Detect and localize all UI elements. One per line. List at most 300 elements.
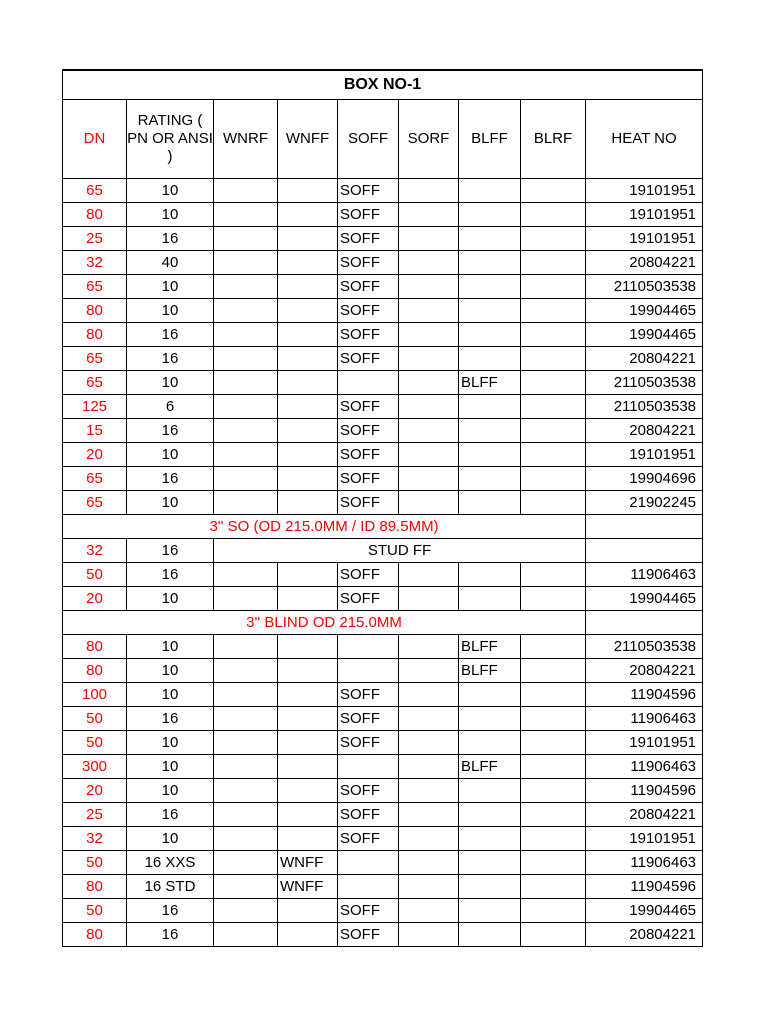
wnff-cell — [278, 587, 338, 611]
blff-cell — [459, 251, 521, 275]
blrf-cell — [521, 227, 586, 251]
heat-no-cell: 11904596 — [586, 683, 703, 707]
rating-cell: 10 — [127, 371, 214, 395]
table-row — [63, 467, 703, 491]
blff-cell: BLFF — [459, 755, 521, 779]
wnff-cell — [278, 371, 338, 395]
wnff-cell — [278, 803, 338, 827]
heat-no-cell: 11906463 — [586, 851, 703, 875]
rating-cell: 10 — [127, 755, 214, 779]
rating-cell: 16 — [127, 419, 214, 443]
wnff-cell — [278, 251, 338, 275]
rating-cell: 6 — [127, 395, 214, 419]
sorf-cell — [399, 563, 459, 587]
sorf-cell — [399, 587, 459, 611]
heat-no-cell: 19101951 — [586, 227, 703, 251]
blrf-cell — [521, 491, 586, 515]
header-dn: DN — [63, 100, 127, 179]
sorf-cell — [399, 419, 459, 443]
blff-cell — [459, 419, 521, 443]
sorf-cell — [399, 371, 459, 395]
sorf-cell — [399, 395, 459, 419]
wnrf-cell — [214, 587, 278, 611]
heat-no-cell: 20804221 — [586, 419, 703, 443]
heat-no-cell: 20804221 — [586, 659, 703, 683]
sorf-cell — [399, 443, 459, 467]
wnrf-cell — [214, 323, 278, 347]
wnff-cell: WNFF — [278, 875, 338, 899]
blff-cell — [459, 467, 521, 491]
blrf-cell — [521, 275, 586, 299]
table-row — [63, 779, 703, 803]
table-row — [63, 659, 703, 683]
soff-cell: SOFF — [338, 563, 399, 587]
table-row — [63, 275, 703, 299]
blff-cell — [459, 491, 521, 515]
sorf-cell — [399, 299, 459, 323]
blrf-cell — [521, 755, 586, 779]
wnrf-cell — [214, 443, 278, 467]
sorf-cell — [399, 491, 459, 515]
soff-cell: SOFF — [338, 779, 399, 803]
blff-cell: BLFF — [459, 635, 521, 659]
wnrf-cell — [214, 635, 278, 659]
blrf-cell — [521, 827, 586, 851]
heat-no-cell: 19904465 — [586, 899, 703, 923]
table-row — [63, 419, 703, 443]
section-row — [63, 515, 703, 539]
heat-no-cell: 11904596 — [586, 779, 703, 803]
table-row — [63, 899, 703, 923]
blrf-cell — [521, 371, 586, 395]
rating-cell: 10 — [127, 179, 214, 203]
table-row — [63, 803, 703, 827]
wnff-cell — [278, 731, 338, 755]
dn-cell: 300 — [63, 755, 127, 779]
sorf-cell — [399, 731, 459, 755]
blrf-cell — [521, 923, 586, 947]
wnrf-cell — [214, 371, 278, 395]
wnff-cell — [278, 779, 338, 803]
rating-cell: 10 — [127, 659, 214, 683]
blff-cell — [459, 875, 521, 899]
header-heat-no: HEAT NO — [586, 100, 703, 179]
blrf-cell — [521, 851, 586, 875]
table-row — [63, 587, 703, 611]
wnrf-cell — [214, 419, 278, 443]
wnff-cell — [278, 299, 338, 323]
sorf-cell — [399, 179, 459, 203]
wnff-cell — [278, 635, 338, 659]
heat-no-cell: 21902245 — [586, 491, 703, 515]
table-row — [63, 731, 703, 755]
title-row — [63, 70, 703, 100]
blff-cell — [459, 683, 521, 707]
wnff-cell — [278, 467, 338, 491]
soff-cell: SOFF — [338, 395, 399, 419]
dn-cell: 100 — [63, 683, 127, 707]
rating-cell: 16 — [127, 227, 214, 251]
section-heat-cell — [586, 515, 703, 539]
header-wnff: WNFF — [278, 100, 338, 179]
dn-cell: 80 — [63, 659, 127, 683]
dn-cell: 20 — [63, 779, 127, 803]
dn-cell: 65 — [63, 491, 127, 515]
blrf-cell — [521, 731, 586, 755]
wnrf-cell — [214, 275, 278, 299]
header-rating: RATING ( PN OR ANSI ) — [127, 100, 214, 179]
soff-cell: SOFF — [338, 299, 399, 323]
rating-cell: 10 — [127, 635, 214, 659]
sorf-cell — [399, 875, 459, 899]
flange-table — [62, 69, 703, 947]
table-row — [63, 299, 703, 323]
heat-no-cell: 19101951 — [586, 731, 703, 755]
blff-cell — [459, 347, 521, 371]
dn-cell: 65 — [63, 179, 127, 203]
soff-cell: SOFF — [338, 443, 399, 467]
blff-cell — [459, 899, 521, 923]
section-row — [63, 611, 703, 635]
dn-cell: 25 — [63, 227, 127, 251]
sorf-cell — [399, 707, 459, 731]
wnrf-cell — [214, 755, 278, 779]
sorf-cell — [399, 275, 459, 299]
sorf-cell — [399, 659, 459, 683]
dn-cell: 20 — [63, 587, 127, 611]
table-row — [63, 851, 703, 875]
soff-cell: SOFF — [338, 419, 399, 443]
blff-cell — [459, 227, 521, 251]
rating-cell: 16 — [127, 347, 214, 371]
rating-cell: 16 STD — [127, 875, 214, 899]
dn-cell: 32 — [63, 827, 127, 851]
blff-cell — [459, 923, 521, 947]
rating-cell: 10 — [127, 827, 214, 851]
soff-cell: SOFF — [338, 491, 399, 515]
sorf-cell — [399, 347, 459, 371]
soff-cell: SOFF — [338, 731, 399, 755]
blrf-cell — [521, 179, 586, 203]
blff-cell — [459, 851, 521, 875]
blrf-cell — [521, 251, 586, 275]
dn-cell: 65 — [63, 467, 127, 491]
wnff-cell — [278, 347, 338, 371]
blrf-cell — [521, 299, 586, 323]
table-row — [63, 683, 703, 707]
table-row — [63, 371, 703, 395]
wnff-cell: WNFF — [278, 851, 338, 875]
heat-no-cell: 11906463 — [586, 707, 703, 731]
rating-cell: 10 — [127, 731, 214, 755]
soff-cell: SOFF — [338, 923, 399, 947]
section-heat-cell — [586, 611, 703, 635]
rating-cell: 16 — [127, 539, 214, 563]
sorf-cell — [399, 323, 459, 347]
table-row — [63, 347, 703, 371]
box-title: BOX NO-1 — [63, 70, 703, 100]
blff-cell — [459, 731, 521, 755]
section-label: 3'' BLIND OD 215.0MM — [63, 611, 586, 635]
sorf-cell — [399, 227, 459, 251]
soff-cell — [338, 371, 399, 395]
blff-cell — [459, 779, 521, 803]
wnff-cell — [278, 419, 338, 443]
wnrf-cell — [214, 227, 278, 251]
soff-cell — [338, 875, 399, 899]
wnff-cell — [278, 923, 338, 947]
rating-cell: 16 — [127, 467, 214, 491]
table-row — [63, 827, 703, 851]
header-blrf: BLRF — [521, 100, 586, 179]
wnrf-cell — [214, 923, 278, 947]
blff-cell — [459, 587, 521, 611]
wnff-cell — [278, 275, 338, 299]
sorf-cell — [399, 923, 459, 947]
sorf-cell — [399, 779, 459, 803]
wnff-cell — [278, 443, 338, 467]
rating-cell: 16 — [127, 707, 214, 731]
blff-cell — [459, 323, 521, 347]
dn-cell: 80 — [63, 635, 127, 659]
blrf-cell — [521, 635, 586, 659]
heat-no-cell: 2110503538 — [586, 275, 703, 299]
dn-cell: 20 — [63, 443, 127, 467]
heat-no-cell: 11906463 — [586, 563, 703, 587]
heat-no-cell: 19904696 — [586, 467, 703, 491]
heat-no-cell: 19101951 — [586, 443, 703, 467]
heat-no-cell: 11906463 — [586, 755, 703, 779]
heat-no-cell: 19904465 — [586, 587, 703, 611]
table-row — [63, 539, 703, 563]
dn-cell: 15 — [63, 419, 127, 443]
rating-cell: 10 — [127, 275, 214, 299]
wnrf-cell — [214, 803, 278, 827]
heat-no-cell: 2110503538 — [586, 371, 703, 395]
soff-cell: SOFF — [338, 203, 399, 227]
heat-no-cell: 2110503538 — [586, 395, 703, 419]
dn-cell: 65 — [63, 347, 127, 371]
blrf-cell — [521, 563, 586, 587]
soff-cell: SOFF — [338, 899, 399, 923]
wnff-cell — [278, 323, 338, 347]
sorf-cell — [399, 755, 459, 779]
wnrf-cell — [214, 491, 278, 515]
stud-cell: STUD FF — [214, 539, 586, 563]
wnrf-cell — [214, 875, 278, 899]
heat-no-cell: 20804221 — [586, 923, 703, 947]
wnff-cell — [278, 899, 338, 923]
blff-cell — [459, 299, 521, 323]
table-row — [63, 251, 703, 275]
table-row — [63, 395, 703, 419]
soff-cell: SOFF — [338, 179, 399, 203]
rating-cell: 10 — [127, 683, 214, 707]
table-row — [63, 707, 703, 731]
dn-cell: 50 — [63, 899, 127, 923]
soff-cell: SOFF — [338, 347, 399, 371]
wnff-cell — [278, 179, 338, 203]
dn-cell: 50 — [63, 707, 127, 731]
table-row — [63, 203, 703, 227]
soff-cell: SOFF — [338, 827, 399, 851]
rating-cell: 10 — [127, 491, 214, 515]
blff-cell — [459, 803, 521, 827]
rating-cell: 16 — [127, 899, 214, 923]
blrf-cell — [521, 659, 586, 683]
heat-no-cell: 19904465 — [586, 323, 703, 347]
rating-cell: 10 — [127, 587, 214, 611]
heat-no-cell: 20804221 — [586, 251, 703, 275]
wnrf-cell — [214, 731, 278, 755]
sorf-cell — [399, 683, 459, 707]
wnrf-cell — [214, 659, 278, 683]
rating-cell: 10 — [127, 203, 214, 227]
sorf-cell — [399, 899, 459, 923]
wnrf-cell — [214, 395, 278, 419]
dn-cell: 50 — [63, 563, 127, 587]
dn-cell: 50 — [63, 851, 127, 875]
wnrf-cell — [214, 251, 278, 275]
wnff-cell — [278, 395, 338, 419]
blff-cell — [459, 707, 521, 731]
dn-cell: 32 — [63, 251, 127, 275]
wnrf-cell — [214, 827, 278, 851]
table-row — [63, 635, 703, 659]
blff-cell — [459, 563, 521, 587]
header-wnrf: WNRF — [214, 100, 278, 179]
rating-cell: 40 — [127, 251, 214, 275]
wnrf-cell — [214, 707, 278, 731]
blrf-cell — [521, 707, 586, 731]
wnff-cell — [278, 827, 338, 851]
blff-cell — [459, 443, 521, 467]
wnrf-cell — [214, 347, 278, 371]
soff-cell: SOFF — [338, 251, 399, 275]
header-sorf: SORF — [399, 100, 459, 179]
blff-cell — [459, 395, 521, 419]
wnff-cell — [278, 659, 338, 683]
dn-cell: 80 — [63, 923, 127, 947]
table-row — [63, 443, 703, 467]
dn-cell: 80 — [63, 323, 127, 347]
sorf-cell — [399, 203, 459, 227]
blrf-cell — [521, 683, 586, 707]
wnff-cell — [278, 491, 338, 515]
rating-cell: 10 — [127, 299, 214, 323]
wnrf-cell — [214, 851, 278, 875]
table-row — [63, 323, 703, 347]
heat-no-cell: 20804221 — [586, 347, 703, 371]
blrf-cell — [521, 467, 586, 491]
rating-cell: 16 — [127, 323, 214, 347]
dn-cell: 50 — [63, 731, 127, 755]
rating-cell: 16 — [127, 563, 214, 587]
dn-cell: 80 — [63, 203, 127, 227]
soff-cell — [338, 851, 399, 875]
wnrf-cell — [214, 203, 278, 227]
table-row — [63, 563, 703, 587]
soff-cell: SOFF — [338, 227, 399, 251]
header-row — [63, 100, 703, 179]
soff-cell — [338, 659, 399, 683]
blff-cell — [459, 827, 521, 851]
sorf-cell — [399, 467, 459, 491]
sorf-cell — [399, 827, 459, 851]
table-row — [63, 875, 703, 899]
dn-cell: 80 — [63, 299, 127, 323]
blrf-cell — [586, 539, 703, 563]
soff-cell — [338, 755, 399, 779]
sorf-cell — [399, 251, 459, 275]
rating-cell: 10 — [127, 779, 214, 803]
heat-no-cell: 19101951 — [586, 827, 703, 851]
wnrf-cell — [214, 467, 278, 491]
sorf-cell — [399, 803, 459, 827]
blrf-cell — [521, 899, 586, 923]
wnrf-cell — [214, 683, 278, 707]
blff-cell: BLFF — [459, 371, 521, 395]
blrf-cell — [521, 203, 586, 227]
blrf-cell — [521, 347, 586, 371]
heat-no-cell: 19904465 — [586, 299, 703, 323]
rating-cell: 10 — [127, 443, 214, 467]
sorf-cell — [399, 851, 459, 875]
soff-cell — [338, 635, 399, 659]
blrf-cell — [521, 323, 586, 347]
blrf-cell — [521, 395, 586, 419]
dn-cell: 80 — [63, 875, 127, 899]
wnrf-cell — [214, 563, 278, 587]
rating-cell: 16 — [127, 803, 214, 827]
dn-cell: 32 — [63, 539, 127, 563]
heat-no-cell: 11904596 — [586, 875, 703, 899]
soff-cell: SOFF — [338, 707, 399, 731]
table-row — [63, 491, 703, 515]
table-row — [63, 227, 703, 251]
blrf-cell — [521, 587, 586, 611]
blff-cell: BLFF — [459, 659, 521, 683]
wnff-cell — [278, 203, 338, 227]
wnff-cell — [278, 563, 338, 587]
blrf-cell — [521, 803, 586, 827]
blrf-cell — [521, 779, 586, 803]
wnrf-cell — [214, 779, 278, 803]
heat-no-cell: 2110503538 — [586, 635, 703, 659]
soff-cell: SOFF — [338, 683, 399, 707]
soff-cell: SOFF — [338, 275, 399, 299]
rating-cell: 16 XXS — [127, 851, 214, 875]
dn-cell: 65 — [63, 371, 127, 395]
soff-cell: SOFF — [338, 467, 399, 491]
wnrf-cell — [214, 899, 278, 923]
dn-cell: 125 — [63, 395, 127, 419]
section-label: 3'' SO (OD 215.0MM / ID 89.5MM) — [63, 515, 586, 539]
rating-cell: 16 — [127, 923, 214, 947]
wnrf-cell — [214, 179, 278, 203]
heat-no-cell: 19101951 — [586, 179, 703, 203]
sorf-cell — [399, 635, 459, 659]
wnff-cell — [278, 683, 338, 707]
table-row — [63, 755, 703, 779]
blrf-cell — [521, 875, 586, 899]
blff-cell — [459, 179, 521, 203]
wnff-cell — [278, 707, 338, 731]
dn-cell: 65 — [63, 275, 127, 299]
heat-no-cell: 19101951 — [586, 203, 703, 227]
soff-cell: SOFF — [338, 323, 399, 347]
heat-no-cell: 20804221 — [586, 803, 703, 827]
